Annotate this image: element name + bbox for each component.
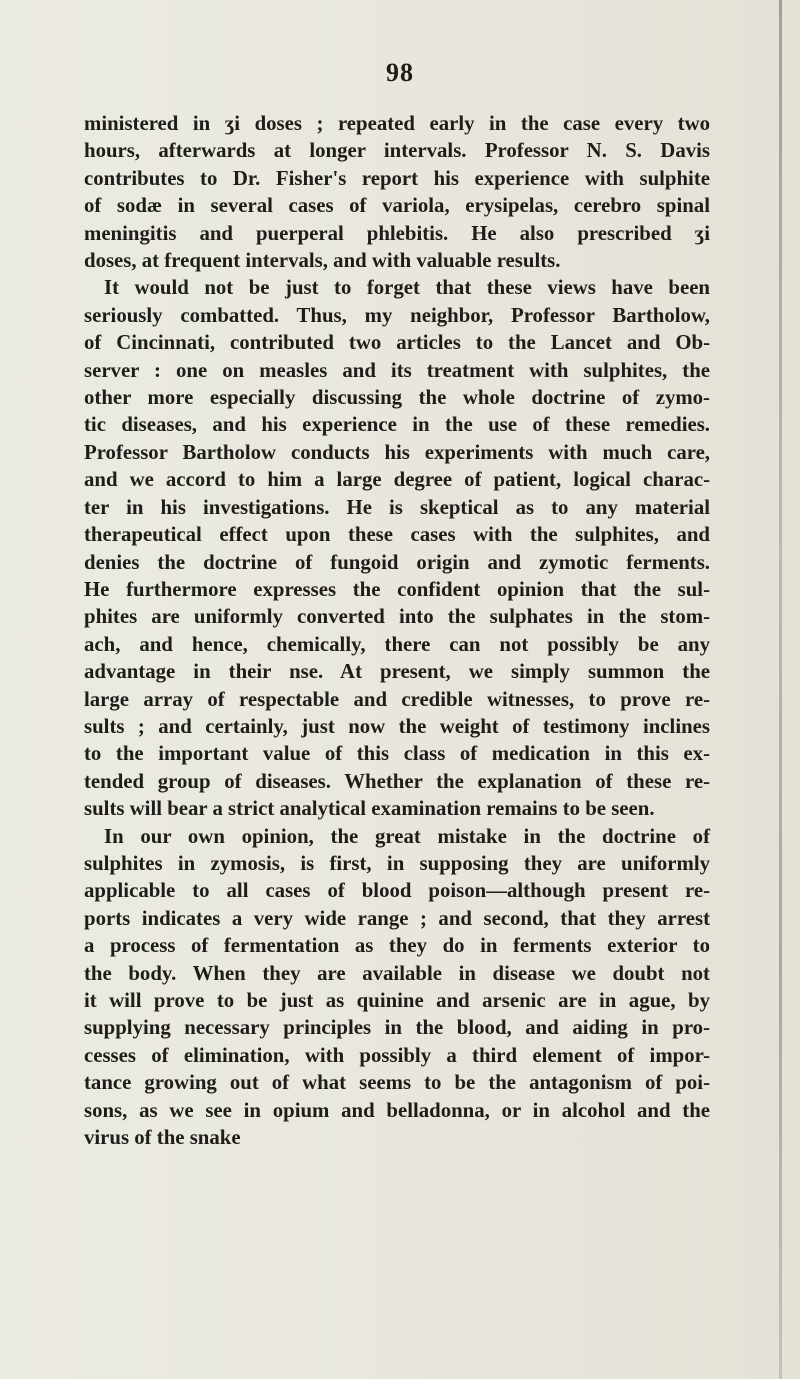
text-line: to the important value of this class of medication in this ex- — [84, 742, 710, 766]
text-line: tended group of diseases. Whether the explanation of these re- — [84, 769, 710, 793]
text-line: doses, at frequent intervals, and with valuable results. — [84, 249, 561, 273]
text-line: tance growing out of what seems to be the antagonism of poi- — [84, 1071, 710, 1095]
text-line: seriously combatted. Thus, my neighbor, Professor Bartholow, — [84, 303, 710, 327]
body-text — [84, 110, 710, 1151]
text-line: ach, and hence, chemically, there can not possibly be any — [84, 632, 710, 656]
text-line: virus of the snake — [84, 1126, 241, 1150]
page-edge-shadow — [779, 0, 782, 1379]
text-line: denies the doctrine of fungoid origin and zymotic ferments. — [84, 550, 710, 574]
text-line: contributes to Dr. Fisher's report his experience with sulphite — [84, 166, 710, 190]
text-line: other more especially discussing the whole doctrine of zymo- — [84, 386, 710, 410]
text-line: the body. When they are available in disease we doubt not — [84, 961, 710, 985]
text-line: Professor Bartholow conducts his experiments with much care, — [84, 440, 710, 464]
text-line: cesses of elimination, with possibly a third element of impor- — [84, 1043, 710, 1067]
text-line: it will prove to be just as quinine and arsenic are in ague, by — [84, 989, 710, 1012]
text-line: sons, as we see in opium and belladonna, or in alcohol and the — [84, 1098, 710, 1122]
text-line: hours, afterwards at longer intervals. Professor N. S. Davis — [84, 139, 710, 163]
page-number: 98 — [386, 58, 414, 87]
text-line: advantage in their nse. At present, we simply summon the — [84, 660, 710, 684]
text-line: server : one on measles and its treatment with sulphites, the — [84, 358, 710, 382]
text-line: sulphites in zymosis, is first, in supposing they are uniformly — [84, 851, 710, 875]
text-line: and we accord to him a large degree of patient, logical charac- — [84, 468, 710, 492]
text-line: ports indicates a very wide range ; and second, that they arrest — [84, 906, 710, 930]
text-line: supplying necessary principles in the blood, and aiding in pro- — [84, 1016, 710, 1040]
text-line: of Cincinnati, contributed two articles to the Lancet and Ob- — [84, 331, 710, 355]
text-line: large array of respectable and credible witnesses, to prove re- — [84, 687, 710, 711]
text-line: tic diseases, and his experience in the use of these remedies. — [84, 413, 710, 437]
text-line: In our own opinion, the great mistake in the doctrine of — [104, 824, 710, 848]
text-line: meningitis and puerperal phlebitis. He also prescribed ʒi — [84, 221, 710, 245]
text-line: applicable to all cases of blood poison—although present re- — [84, 879, 710, 903]
text-line: therapeutical effect upon these cases with the sulphites, and — [84, 523, 710, 547]
text-line: sults ; and certainly, just now the weight of testimony inclines — [84, 714, 710, 738]
text-line: ter in his investigations. He is skeptical as to any material — [84, 495, 710, 519]
text-line: a process of fermentation as they do in ferments exterior to — [84, 934, 710, 958]
text-line: He furthermore expresses the confident opinion that the sul- — [84, 577, 710, 601]
text-line: sults will bear a strict analytical examination remains to be seen. — [84, 797, 655, 821]
text-line: It would not be just to forget that these views have been — [104, 276, 710, 300]
text-line: phites are uniformly converted into the sulphates in the stom- — [84, 605, 710, 629]
text-line: of sodæ in several cases of variola, erysipelas, cerebro spinal — [84, 194, 710, 218]
text-line: ministered in ʒi doses ; repeated early in the case every two — [84, 112, 710, 135]
